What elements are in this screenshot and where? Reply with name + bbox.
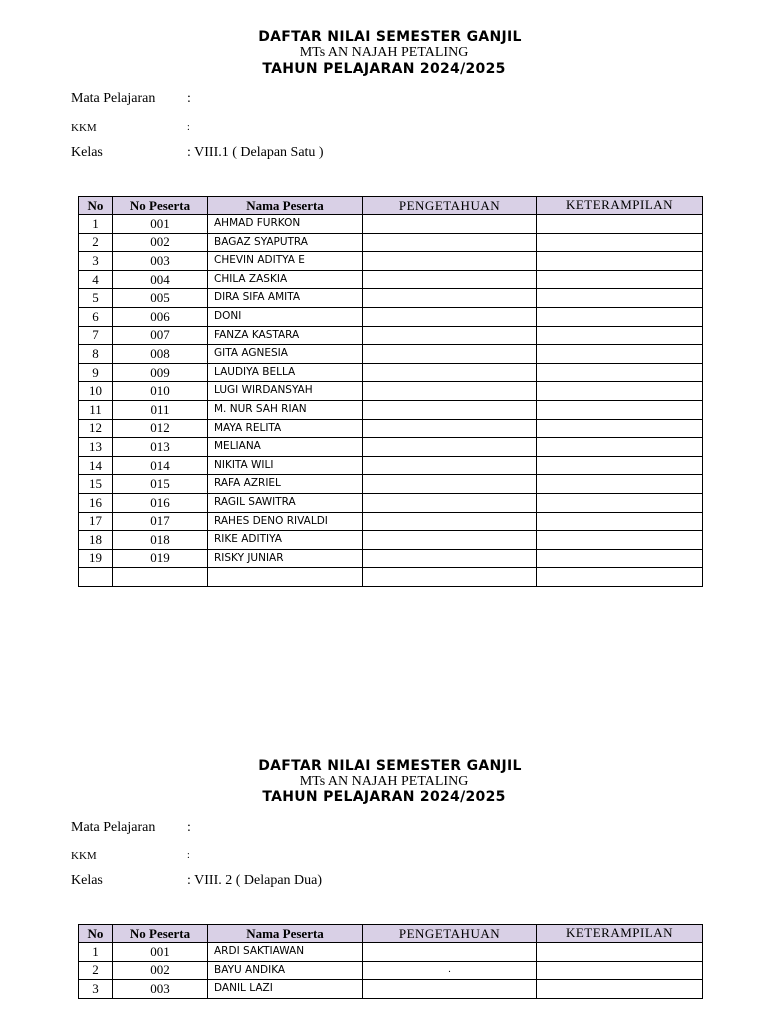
row-no-peserta-cell: 004	[113, 270, 208, 289]
row-no-peserta-cell: 002	[113, 961, 208, 980]
row-nama-peserta-cell: BAYU ANDIKA	[208, 961, 363, 980]
row-pengetahuan-cell[interactable]	[363, 531, 537, 550]
row-no-peserta-cell: 017	[113, 512, 208, 531]
mata-pelajaran-label: Mata Pelajaran	[71, 820, 156, 835]
row-nama-peserta-cell: MELIANA	[208, 438, 363, 457]
row-pengetahuan-cell[interactable]	[363, 512, 537, 531]
sheet-title: DAFTAR NILAI SEMESTER GANJIL	[258, 758, 522, 774]
table-row	[79, 382, 703, 401]
row-pengetahuan-cell[interactable]	[363, 475, 537, 494]
row-no-cell: 12	[79, 419, 113, 438]
grades-table	[78, 924, 703, 999]
table-row	[79, 233, 703, 252]
row-no-cell	[79, 568, 113, 587]
table-row	[79, 493, 703, 512]
row-no-peserta-cell: 013	[113, 438, 208, 457]
table-row	[79, 531, 703, 550]
row-pengetahuan-cell[interactable]	[363, 307, 537, 326]
row-no-cell: 10	[79, 382, 113, 401]
row-keterampilan-cell[interactable]	[537, 345, 703, 364]
table-row	[79, 345, 703, 364]
col-nama-peserta-header: Nama Peserta	[208, 197, 363, 215]
row-keterampilan-cell[interactable]	[537, 400, 703, 419]
col-pengetahuan-header: PENGETAHUAN	[363, 197, 537, 215]
row-no-peserta-cell: 019	[113, 549, 208, 568]
kkm-label: KKM	[71, 850, 97, 862]
row-pengetahuan-cell[interactable]	[363, 549, 537, 568]
academic-year: TAHUN PELAJARAN 2024/2025	[262, 789, 506, 805]
table-row	[79, 549, 703, 568]
row-no-peserta-cell: 015	[113, 475, 208, 494]
row-no-cell: 3	[79, 980, 113, 999]
row-nama-peserta-cell: RAGIL SAWITRA	[208, 493, 363, 512]
row-no-cell: 2	[79, 233, 113, 252]
row-keterampilan-cell[interactable]	[537, 943, 703, 962]
row-pengetahuan-cell[interactable]	[363, 568, 537, 587]
row-keterampilan-cell[interactable]	[537, 980, 703, 999]
row-keterampilan-cell[interactable]	[537, 456, 703, 475]
row-pengetahuan-cell[interactable]	[363, 419, 537, 438]
row-no-peserta-cell: 016	[113, 493, 208, 512]
col-no-header: No	[79, 925, 113, 943]
row-no-peserta-cell: 010	[113, 382, 208, 401]
row-keterampilan-cell[interactable]	[537, 531, 703, 550]
row-keterampilan-cell[interactable]	[537, 307, 703, 326]
row-pengetahuan-cell[interactable]	[363, 943, 537, 962]
table-row	[79, 400, 703, 419]
row-no-peserta-cell: 003	[113, 980, 208, 999]
academic-year: TAHUN PELAJARAN 2024/2025	[262, 61, 506, 77]
row-nama-peserta-cell: DANIL LAZI	[208, 980, 363, 999]
col-pengetahuan-header: PENGETAHUAN	[363, 925, 537, 943]
row-nama-peserta-cell: CHEVIN ADITYA E	[208, 252, 363, 271]
row-nama-peserta-cell: M. NUR SAH RIAN	[208, 400, 363, 419]
row-pengetahuan-cell[interactable]	[363, 456, 537, 475]
row-keterampilan-cell[interactable]	[537, 382, 703, 401]
kelas-label: Kelas	[71, 145, 103, 160]
col-keterampilan-header: KETERAMPILAN	[537, 925, 703, 943]
table-row	[79, 512, 703, 531]
row-pengetahuan-cell[interactable]	[363, 289, 537, 308]
table-row	[79, 419, 703, 438]
mata-pelajaran-label: Mata Pelajaran	[71, 91, 156, 106]
row-keterampilan-cell[interactable]	[537, 493, 703, 512]
kelas-value: : VIII. 2 ( Delapan Dua)	[187, 873, 323, 888]
row-no-cell: 13	[79, 438, 113, 457]
row-keterampilan-cell[interactable]	[537, 363, 703, 382]
row-pengetahuan-cell[interactable]	[363, 961, 537, 980]
row-no-cell: 9	[79, 363, 113, 382]
table-row	[79, 363, 703, 382]
table-row	[79, 270, 703, 289]
cell-mark: .	[448, 964, 451, 976]
row-no-cell: 3	[79, 252, 113, 271]
row-nama-peserta-cell: MAYA RELITA	[208, 419, 363, 438]
row-nama-peserta-cell: CHILA ZASKIA	[208, 270, 363, 289]
row-keterampilan-cell[interactable]	[537, 252, 703, 271]
table-row	[79, 289, 703, 308]
kkm-value: :	[187, 122, 190, 133]
row-nama-peserta-cell: BAGAZ SYAPUTRA	[208, 233, 363, 252]
row-keterampilan-cell[interactable]	[537, 289, 703, 308]
row-pengetahuan-cell[interactable]	[363, 270, 537, 289]
row-nama-peserta-cell: ARDI SAKTIAWAN	[208, 943, 363, 962]
row-no-cell: 8	[79, 345, 113, 364]
row-no-peserta-cell	[113, 568, 208, 587]
row-nama-peserta-cell: RAHES DENO RIVALDI	[208, 512, 363, 531]
row-nama-peserta-cell: RISKY JUNIAR	[208, 549, 363, 568]
table-row	[79, 475, 703, 494]
row-no-peserta-cell: 009	[113, 363, 208, 382]
kelas-value: : VIII.1 ( Delapan Satu )	[187, 145, 324, 160]
row-nama-peserta-cell: GITA AGNESIA	[208, 345, 363, 364]
row-no-peserta-cell: 002	[113, 233, 208, 252]
row-pengetahuan-cell[interactable]	[363, 400, 537, 419]
row-pengetahuan-cell[interactable]	[363, 382, 537, 401]
row-pengetahuan-cell[interactable]	[363, 363, 537, 382]
row-nama-peserta-cell: RIKE ADITIYA	[208, 531, 363, 550]
row-no-peserta-cell: 001	[113, 943, 208, 962]
table-row	[79, 252, 703, 271]
row-pengetahuan-cell[interactable]	[363, 980, 537, 999]
kkm-value: :	[187, 850, 190, 861]
kelas-label: Kelas	[71, 873, 103, 888]
row-no-cell: 16	[79, 493, 113, 512]
row-no-cell: 6	[79, 307, 113, 326]
row-no-peserta-cell: 003	[113, 252, 208, 271]
row-no-cell: 15	[79, 475, 113, 494]
table-header-row	[79, 197, 703, 215]
row-no-cell: 14	[79, 456, 113, 475]
row-no-peserta-cell: 011	[113, 400, 208, 419]
row-pengetahuan-cell[interactable]	[363, 438, 537, 457]
row-keterampilan-cell[interactable]	[537, 475, 703, 494]
col-keterampilan-header: KETERAMPILAN	[537, 197, 703, 215]
sheet-title: DAFTAR NILAI SEMESTER GANJIL	[258, 29, 522, 45]
row-pengetahuan-cell[interactable]	[363, 215, 537, 234]
row-no-cell: 2	[79, 961, 113, 980]
col-nama-peserta-header: Nama Peserta	[208, 925, 363, 943]
row-keterampilan-cell[interactable]	[537, 512, 703, 531]
row-nama-peserta-cell: FANZA KASTARA	[208, 326, 363, 345]
row-pengetahuan-cell[interactable]	[363, 233, 537, 252]
row-pengetahuan-cell[interactable]	[363, 252, 537, 271]
row-no-cell: 7	[79, 326, 113, 345]
row-nama-peserta-cell: DIRA SIFA AMITA	[208, 289, 363, 308]
row-no-cell: 19	[79, 549, 113, 568]
row-nama-peserta-cell: LAUDIYA BELLA	[208, 363, 363, 382]
row-nama-peserta-cell: NIKITA WILI	[208, 456, 363, 475]
table-row	[79, 326, 703, 345]
row-no-peserta-cell: 006	[113, 307, 208, 326]
row-keterampilan-cell[interactable]	[537, 233, 703, 252]
row-no-peserta-cell: 007	[113, 326, 208, 345]
row-no-cell: 11	[79, 400, 113, 419]
row-keterampilan-cell[interactable]	[537, 438, 703, 457]
table-row	[79, 943, 703, 962]
row-no-cell: 18	[79, 531, 113, 550]
row-no-peserta-cell: 008	[113, 345, 208, 364]
row-nama-peserta-cell: DONI	[208, 307, 363, 326]
row-pengetahuan-cell[interactable]	[363, 493, 537, 512]
table-row	[79, 456, 703, 475]
mata-pelajaran-value: :	[187, 91, 191, 106]
table-row	[79, 215, 703, 234]
row-no-peserta-cell: 001	[113, 215, 208, 234]
row-no-peserta-cell: 012	[113, 419, 208, 438]
table-row	[79, 961, 703, 980]
kkm-label: KKM	[71, 122, 97, 134]
row-keterampilan-cell[interactable]	[537, 961, 703, 980]
row-no-peserta-cell: 014	[113, 456, 208, 475]
school-name: MTs AN NAJAH PETALING	[299, 774, 469, 789]
table-row	[79, 307, 703, 326]
table-header-row	[79, 925, 703, 943]
table-row	[79, 980, 703, 999]
row-no-cell: 5	[79, 289, 113, 308]
row-pengetahuan-cell[interactable]	[363, 326, 537, 345]
row-no-cell: 1	[79, 215, 113, 234]
row-no-peserta-cell: 018	[113, 531, 208, 550]
row-keterampilan-cell[interactable]	[537, 549, 703, 568]
row-keterampilan-cell[interactable]	[537, 419, 703, 438]
row-pengetahuan-cell[interactable]	[363, 345, 537, 364]
row-keterampilan-cell[interactable]	[537, 568, 703, 587]
col-no-peserta-header: No Peserta	[113, 197, 208, 215]
school-name: MTs AN NAJAH PETALING	[299, 45, 469, 60]
grades-table	[78, 196, 703, 587]
row-no-cell: 1	[79, 943, 113, 962]
row-keterampilan-cell[interactable]	[537, 326, 703, 345]
row-no-cell: 17	[79, 512, 113, 531]
mata-pelajaran-value: :	[187, 820, 191, 835]
row-no-peserta-cell: 005	[113, 289, 208, 308]
row-nama-peserta-cell: RAFA AZRIEL	[208, 475, 363, 494]
row-nama-peserta-cell	[208, 568, 363, 587]
col-no-header: No	[79, 197, 113, 215]
row-no-cell: 4	[79, 270, 113, 289]
table-row	[79, 438, 703, 457]
row-nama-peserta-cell: AHMAD FURKON	[208, 215, 363, 234]
col-no-peserta-header: No Peserta	[113, 925, 208, 943]
row-nama-peserta-cell: LUGI WIRDANSYAH	[208, 382, 363, 401]
row-keterampilan-cell[interactable]	[537, 215, 703, 234]
row-keterampilan-cell[interactable]	[537, 270, 703, 289]
table-row	[79, 568, 703, 587]
